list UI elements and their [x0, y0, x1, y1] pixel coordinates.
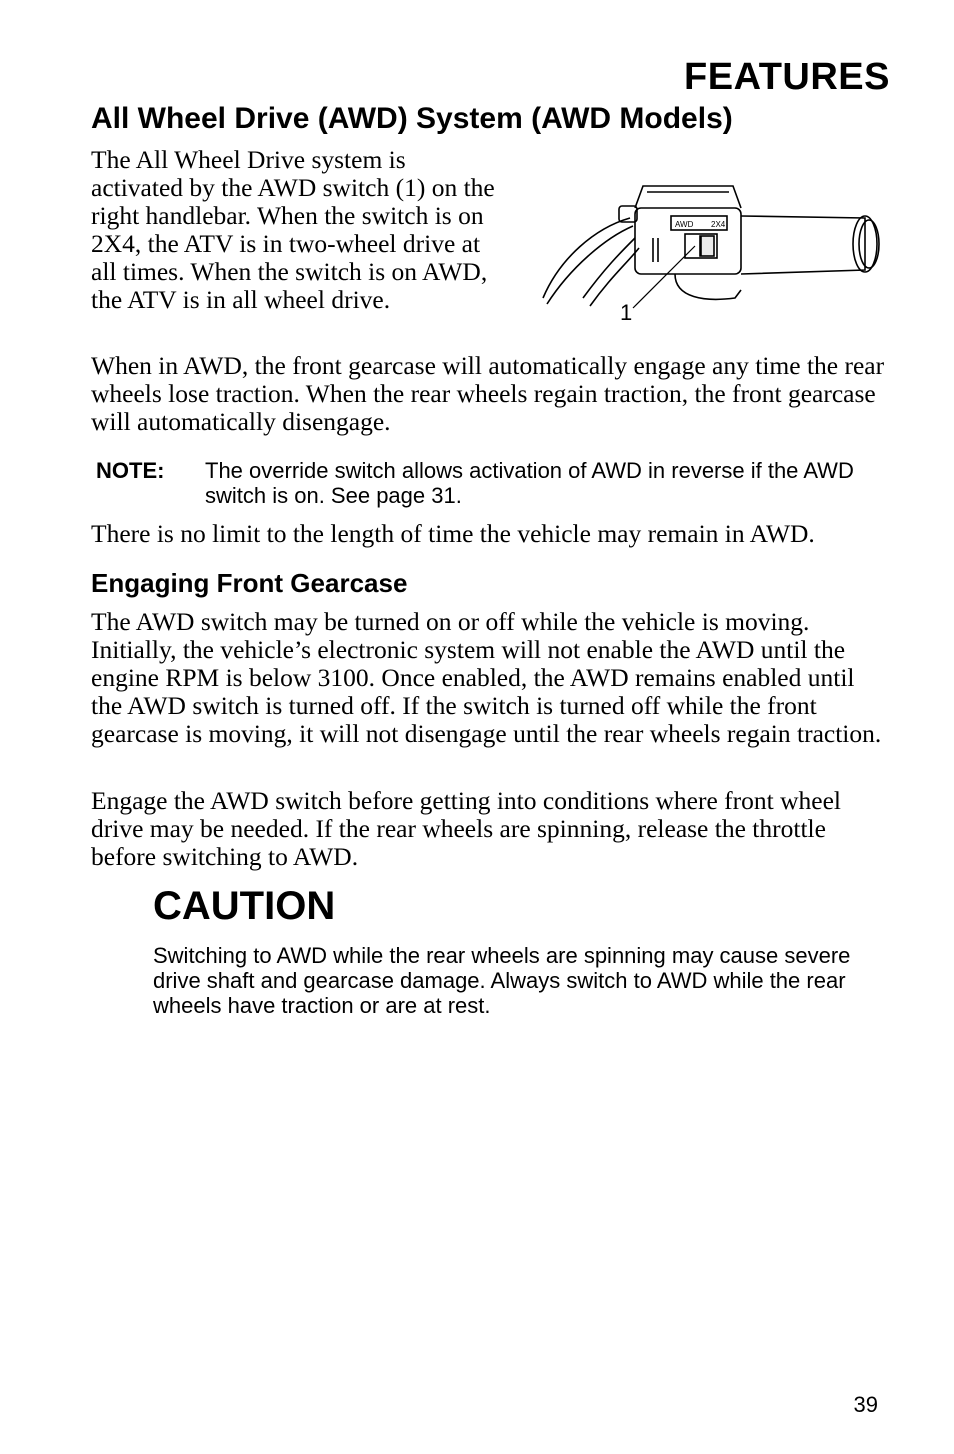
- page-title: All Wheel Drive (AWD) System (AWD Models): [91, 102, 733, 135]
- switch-label-awd: AWD: [675, 220, 694, 229]
- intro-paragraph: The All Wheel Drive system is activated by the AWD switch (1) on the right handlebar. When the switch is on 2X4, the ATV is in two-wheel drive at all times. When the switch is on AWD, the ATV is in all wheel drive.: [91, 145, 495, 314]
- caution-text: Switching to AWD while the rear wheels are spinning may cause severe drive shaft and gearcase damage. Always switch to AWD while the rear wheels have traction or are at rest.: [153, 943, 851, 1018]
- figure-callout: 1: [620, 300, 633, 325]
- engaging-paragraph-1: The AWD switch may be turned on or off while the vehicle is moving. Initially, the vehicle’s electronic system will not enable the AWD until the engine RPM is below 3100. Once enabled, the AWD remains enabled until the AWD switch is turned off. If the switch is turned off while the front gearcase is moving, it will not disengage until the rear wheels regain traction.: [91, 607, 882, 748]
- page-number: 39: [853, 1392, 878, 1417]
- note-text: The override switch allows activation of AWD in reverse if the AWD switch is on. See page 31.: [205, 458, 854, 508]
- time-limit-paragraph: There is no limit to the length of time the vehicle may remain in AWD.: [91, 519, 815, 548]
- switch-label-2x4: 2X4: [711, 220, 726, 229]
- caution-title: CAUTION: [153, 884, 336, 928]
- note-label: NOTE:: [96, 458, 165, 483]
- awd-paragraph: When in AWD, the front gearcase will automatically engage any time the rear wheels lose traction. When the rear wheels regain traction, the front gearcase will automatically disengage.: [91, 351, 885, 436]
- handlebar-switch-illustration: [535, 178, 895, 328]
- engaging-heading: Engaging Front Gearcase: [91, 568, 408, 598]
- engaging-paragraph-2: Engage the AWD switch before getting into conditions where front wheel drive may be needed. If the rear wheels are spinning, release the throttle before switching to AWD.: [91, 786, 841, 871]
- section-header: FEATURES: [684, 56, 890, 98]
